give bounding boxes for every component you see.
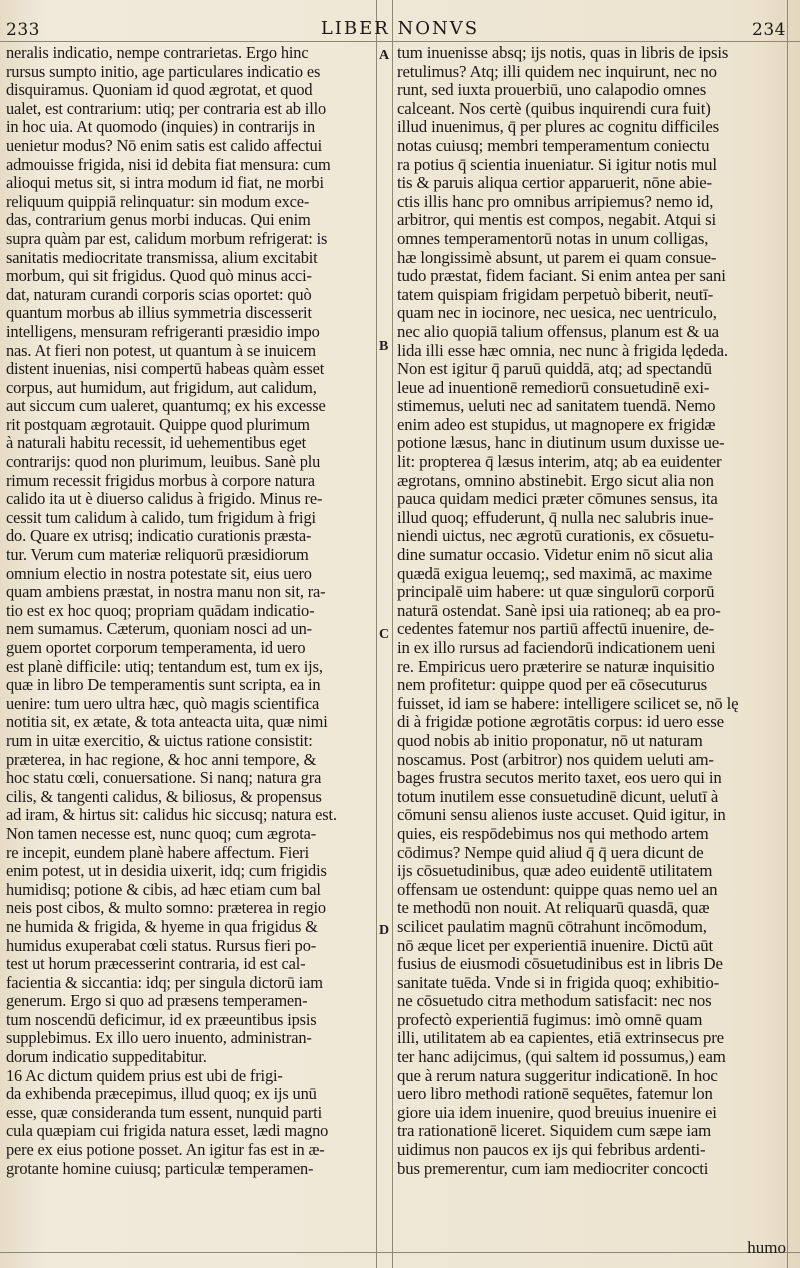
text-line: disquiramus. Quoniam id quod ægrotat, et quod — [6, 81, 313, 100]
margin-marker-d: D — [379, 923, 390, 938]
right-edge-rule — [787, 0, 788, 1268]
text-line: cula quæpiam cui frigida natura esset, lædi magno — [6, 1122, 329, 1141]
text-line: fuisset, id iam se habere: intelligere scilicet se, nō lę — [397, 694, 739, 713]
text-line: in ex illo rursus ad faciendorū indicationem ueni — [397, 639, 716, 657]
text-line: præterea, in hac regione, & hoc anni tempore, & — [6, 750, 317, 769]
text-line: nō æque licet per experientiā inuenire. Dictū aūt — [397, 936, 714, 955]
margin-marker-b: B — [379, 339, 389, 354]
text-line: facientia & siccantia: idq; per singula dictorū iam — [6, 973, 323, 992]
text-line: humidus exuperabat cœli status. Rursus fieri po- — [6, 936, 317, 955]
text-line: guem oportet corporum temperamenta, id uero — [6, 639, 306, 657]
text-line: ter hanc adijcimus, (qui saltem id possumus,) eam — [397, 1048, 726, 1067]
text-line: enim potest, ut in desidia uixerit, idq; cum frigidis — [6, 862, 327, 881]
text-line: lida illi esse hæc omnia, nec nunc à frigida lędeda. — [397, 341, 728, 360]
text-line: in hoc uia. At quomodo (inquies) in contrarijs in — [6, 118, 316, 137]
page-number-right: 234 — [752, 20, 786, 40]
text-line: sanitatis mediocritate transmissa, alium excitabit — [6, 248, 318, 267]
text-line: runt, sed iuxta prouerbiū, uno calapodio omnes — [397, 81, 707, 100]
text-line: quæ in libro De temperamentis sunt scripta, ea in — [6, 676, 321, 695]
text-line: re incepit, eundem planè habere affectum. Fieri — [6, 843, 310, 862]
text-line: reliquum quippiā relinquatur: sin modum exce- — [6, 192, 310, 211]
text-line: nem sumamus. Cæterum, quoniam nosci ad un- — [6, 620, 312, 639]
text-line: uidimus non paucos ex ijs qui febribus ardenti- — [397, 1141, 706, 1160]
text-line: humidisq; potione & cibis, ad hæc etiam cum bal — [6, 880, 321, 899]
gutter-rule-right — [392, 0, 393, 1268]
text-line: alioqui metus sit, si intra modum id fiat, ne morbi — [6, 174, 324, 193]
running-title: LIBER NONVS — [320, 18, 480, 39]
text-line: generum. Ergo si quo ad præsens temperamen- — [6, 992, 308, 1011]
text-line: illud inuenimus, q̄ per plures ac cognitu difficiles — [397, 118, 720, 137]
text-line: quædā exigua leuemq;, sed maximā, ac maxime — [397, 564, 713, 583]
text-line: cedentes fatemur nos partiū affectū inuenire, de- — [397, 620, 715, 639]
text-line: tudo præstat, fidem faciant. Si enim antea per sani — [397, 267, 726, 286]
text-line: Non tamen necesse est, nunc quoq; cum ægrota- — [6, 824, 317, 843]
text-line: leue ad inuentionē remediorū consuetudinē exi- — [397, 378, 710, 397]
text-line: di à frigidæ potione ægrotātis corpus: id uero esse — [397, 713, 724, 732]
text-line: hoc statu cœli, conuersatione. Si nanq; natura gra — [6, 769, 322, 788]
text-line: arbitror, qui mentis est compos, negabit. Atqui si — [397, 211, 717, 230]
text-line: quantum morbus ab illius symmetria discesserit — [6, 304, 312, 323]
page-header — [0, 18, 800, 44]
text-line: offensam ue ostendunt: quippe quas nemo uel an — [397, 880, 718, 899]
text-line: ægrotans, omnino abstinebit. Ergo sicut alia non — [397, 471, 714, 490]
text-line: cōmuni sensu alienos iuste accuset. Quid igitur, in — [397, 806, 726, 825]
text-line: fusius de eiusmodi cōsuetudinibus est in libris De — [397, 955, 723, 974]
text-line: cilis, & tangenti calidus, & biliosus, & propensus — [6, 787, 322, 806]
text-line: retulimus? Atq; illi quidem nec inquirunt, nec no — [397, 62, 717, 81]
text-line: uenire: tum uero ultra hæc, quò magis scientifica — [6, 694, 320, 713]
text-line: rursus sumpto initio, age particulares indicatio es — [6, 62, 321, 81]
text-line: contrarijs: quod non plurimum, leuibus. Sanè plu — [6, 453, 321, 472]
text-line: cessit tum calidum à calido, tum frigidum à frigi — [6, 508, 316, 527]
text-line: dat, naturam curandi corporis scias oportet: quò — [6, 285, 312, 304]
text-line: enim adeo est stupidus, ut magnopere ex frigidæ — [397, 415, 716, 434]
text-line: esse, quæ consideranda tum essent, nunquid parti — [6, 1103, 322, 1122]
text-line: lit: propterea q̄ læsus interim, atq; ab ea euidenter — [397, 453, 722, 472]
text-line: totum inutilem esse consuetudinē dicunt, uelutī à — [397, 787, 719, 806]
text-line: naturā ostendat. Sanè ipsi uia rationeq; ab ea pro- — [397, 601, 721, 620]
left-text-column — [6, 44, 372, 1178]
text-line: 16 Ac dictum quidem prius est ubi de frigi- — [6, 1066, 283, 1085]
text-line: tum inuenisse absq; ijs notis, quas in libris de ipsis — [397, 44, 729, 62]
text-line: ualet, est contrarium: utiq; per contraria est ab illo — [6, 99, 327, 118]
text-line: illi, utilitatem ab ea capientes, etiā extrinsecus pre — [397, 1029, 724, 1048]
gutter-rule-left — [376, 0, 377, 1268]
text-line: corpus, aut humidum, aut frigidum, aut calidum, — [6, 378, 317, 397]
text-line: ijs cōsuetudinibus, quæ adeo euidentē utilitatem — [397, 862, 713, 881]
text-line: supra quàm par est, calidum morbum refrigerat: is — [6, 229, 328, 248]
page-number-left: 233 — [6, 20, 40, 40]
text-line: profectò experientiā fugimus: imò omnē quam — [397, 1010, 703, 1029]
text-line: giore uia idem inuenire, quod breuius inuenire ei — [397, 1103, 717, 1122]
text-line: principalē uim habere: ut quæ singulorū corporū — [397, 583, 715, 602]
text-line: ctis illis hanc pro omnibus arripiemus? nemo id, — [397, 192, 714, 211]
text-line: admouisse frigida, nisi id debita fiat mensura: cum — [6, 155, 331, 174]
text-line: tum noscendū deficimur, id ex præeuntibus ipsis — [6, 1010, 317, 1029]
text-line: à naturali habitu recessit, id uehementibus eget — [6, 434, 307, 453]
text-line: noscamus. Post (arbitror) nos quidem ueluti am- — [397, 750, 714, 769]
text-line: ne humida & frigida, & hyeme in qua frigidus & — [6, 917, 318, 936]
text-line: tatem quispiam frigidam perpetuò biberit, neutī- — [397, 285, 714, 304]
text-line: uenietur modus? Nō enim satis est calido affectui — [6, 136, 322, 155]
text-line: grotante homine cuiusq; particulæ temperamen- — [6, 1159, 314, 1178]
text-line: test ut horum præcesserint contraria, id est cal- — [6, 955, 306, 974]
text-line: que à rerum natura suggeritur indicationē. In hoc — [397, 1066, 718, 1085]
text-line: ne cōsuetudo citra methodum satisfacit: nec nos — [397, 992, 712, 1011]
text-line: da exhibenda præcepimus, illud quoq; ex ijs unū — [6, 1085, 317, 1104]
text-line: neis post cibos, & multo somno: præterea in regio — [6, 899, 326, 918]
text-line: rit postquam ægrotauit. Quippe quod plurimum — [6, 415, 310, 434]
margin-marker-c: C — [379, 627, 390, 642]
text-line: tra rationationē liceret. Siquidem cum sæpe iam — [397, 1122, 712, 1141]
text-line: quies, eis respōdebimus nos qui methodo artem — [397, 824, 709, 843]
text-line: das, contrarium genus morbi inducas. Qui enim — [6, 211, 311, 230]
text-line: hæ longissimè absunt, ut parem ei quam consue- — [397, 248, 717, 267]
text-line: calceant. Nos certè (quibus inquirendi cura fuit) — [397, 99, 711, 118]
text-line: distent inuenias, nisi compertū habeas quàm esset — [6, 360, 325, 379]
text-line: cōdimus? Nempe quid aliud q̄ q̄ uera dicunt de — [397, 843, 704, 862]
text-line: tur. Verum cum materiæ reliquorū præsidiorum — [6, 546, 309, 565]
text-line: illud quoq; effuderunt, q̄ nulla nec salubris inue- — [397, 508, 714, 527]
text-line: pere ex eius potione posset. An igitur fas est in æ- — [6, 1141, 325, 1160]
text-line: do. Quare ex utrisq; indicatio curationis præsta- — [6, 527, 312, 546]
text-line: scilicet paulatim magnū cōtrahunt incōmodum, — [397, 917, 707, 936]
text-line: potione læsus, hanc in diutinum usum duxisse ue- — [397, 434, 725, 453]
text-line: te methodū non nouit. At reliquarū quasdā, quæ — [397, 899, 710, 918]
text-line: morbum, qui sit frigidus. Quod quò minus acci- — [6, 267, 312, 286]
text-line: supplebimus. Ex illo uero inuento, administran- — [6, 1029, 312, 1048]
text-line: ra potius q̄ scientia inueniatur. Si igitur notis mul — [397, 155, 717, 174]
text-line: aut siccum cum ualeret, quantumq; ex his excesse — [6, 397, 326, 416]
catchword: humo — [747, 1238, 786, 1257]
text-line: tis & paruis aliqua certior apparuerit, nōne abie- — [397, 174, 712, 193]
text-line: quam ambiens præstat, in nostra manu non sit, ra- — [6, 583, 326, 602]
text-line: intelligens, mensuram refrigeranti præsidio impo — [6, 322, 320, 341]
text-line: rum in uitæ exercitio, & uictus ratione consistit: — [6, 731, 313, 750]
text-line: calido ita ut è diuerso calidus à frigido. Minus re- — [6, 490, 323, 509]
text-line: nas. At fieri non potest, ut quantum à se inuicem — [6, 341, 316, 360]
text-line: omnium electio in nostra potestate sit, eius uero — [6, 564, 312, 583]
text-line: uero libro methodi rationē sequētes, fatemur lon — [397, 1085, 713, 1104]
text-line: neralis indicatio, nempe contrarietas. Ergo hinc — [6, 44, 309, 62]
text-line: omnes temperamentorū notas in unum colligas, — [397, 229, 709, 248]
text-line: notas cuiusq; membri temperamentum coniectu — [397, 136, 710, 155]
text-line: quam nec in iocinore, nec uesica, nec uentriculo, — [397, 304, 717, 323]
text-line: Non est igitur q̄ paruū quiddā, atq; ad spectandū — [397, 360, 712, 379]
text-line: bus premerentur, cum iam mediocriter concocti — [397, 1159, 709, 1178]
text-line: niendi uictus, nec ægrotū curationis, ex cōsuetu- — [397, 527, 715, 546]
text-line: ad iram, & hirtus sit: calidus hic siccusq; natura est. — [6, 806, 337, 825]
text-line: notitia sit, ex ætate, & tota anteacta uita, quæ nimi — [6, 713, 328, 732]
text-line: stimemus, ueluti nec ad sanitatem tuendā. Nemo — [397, 397, 716, 416]
text-line: nec alio quopiā talium offensus, planum est & ua — [397, 322, 719, 341]
text-line: rimum recessit frigidus morbus à corpore natura — [6, 471, 315, 490]
text-line: nem profitetur: quippe quod per eā cōsecuturus — [397, 676, 707, 695]
bottom-rule — [0, 1252, 800, 1253]
text-line: pauca quidam medici præter cōmunes sensus, ita — [397, 490, 718, 509]
text-line: dorum indicatio suppeditabitur. — [6, 1048, 207, 1067]
text-line: sanitate tuēda. Vnde si in frigida quoq; exhibitio- — [397, 973, 720, 992]
margin-marker-a: A — [379, 48, 390, 63]
text-line: tio est ex hoc quoq; propriam quādam indicatio- — [6, 601, 315, 620]
text-line: quod nobis ab initio proponatur, nō ut naturam — [397, 731, 703, 750]
text-line: re. Empiricus uero præterire se naturæ inquisitio — [397, 657, 715, 676]
text-line: dine sumatur occasio. Videtur enim nō sicut alia — [397, 546, 713, 565]
text-line: bages frustra secutos merito taxet, eos uero qui in — [397, 769, 722, 788]
text-line: est planè difficile: utiq; tentandum est, tum ex ijs, — [6, 657, 323, 676]
right-text-column — [397, 44, 785, 1178]
